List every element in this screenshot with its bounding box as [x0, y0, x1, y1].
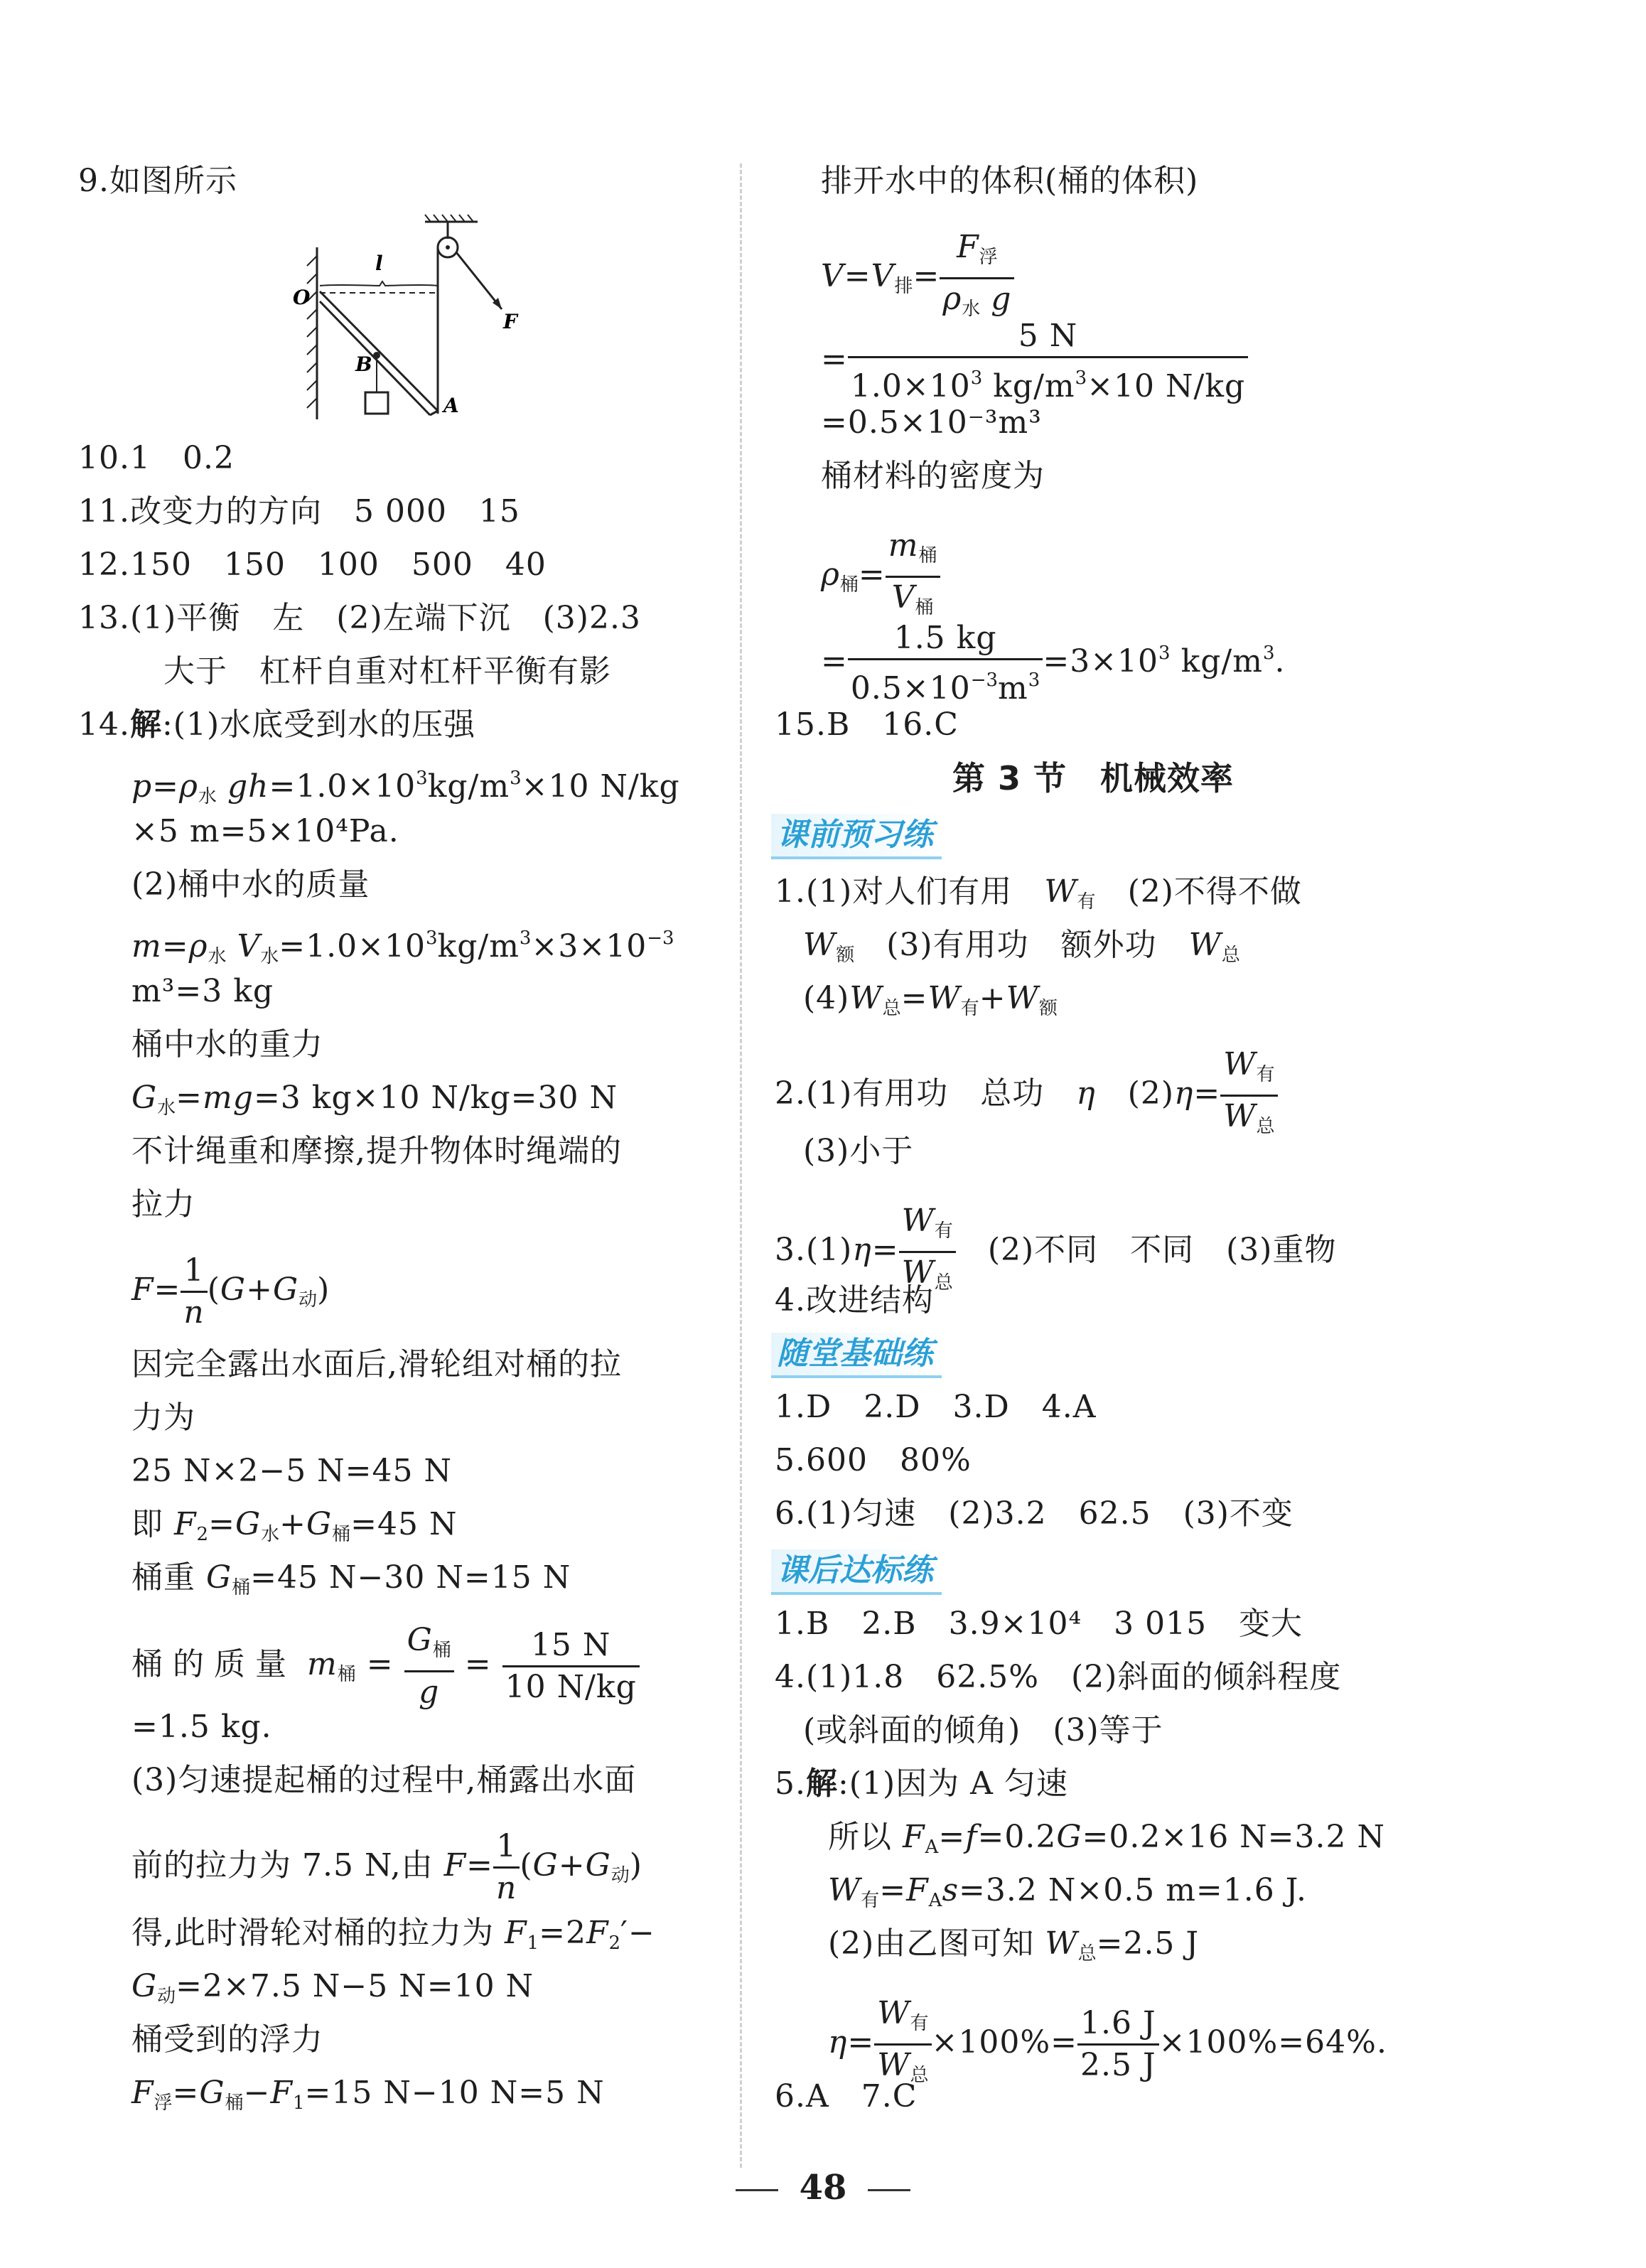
q14-text1: :(1)水底受到水的压强 — [161, 706, 476, 743]
r-volume-formula: $V=V_排=$ $\frac{F_浮}{\rho_水 g}$ — [821, 227, 1014, 329]
p1-text-a: 1.(1)对人们有用 — [775, 874, 1013, 910]
p3-text: (2)不同 不同 (3)重物 — [987, 1232, 1337, 1268]
p1-text-b: (2)不得不做 — [1127, 874, 1302, 910]
r-q15-16: 15.B 16.C — [775, 706, 959, 743]
r-volume-result: =0.5×10⁻³m³ — [821, 404, 1042, 441]
page-number-value: 48 — [799, 2168, 847, 2208]
h5-line1 — [775, 1763, 1068, 1805]
q9-text: 9.如图所示 — [78, 163, 237, 199]
category-after-class-practice: 课后达标练 — [771, 1549, 942, 1595]
q14-text10: 桶的质量 — [131, 1646, 296, 1682]
s5-text: 5.600 80% — [775, 1442, 972, 1478]
p2-line1: 2.(1)有用功 总功 η (2)η= $\frac{W_有}{W_总}$ — [775, 1045, 1278, 1146]
fig-label-f: F — [503, 310, 517, 333]
q13-line1: 13.(1)平衡 左 (2)左端下沉 (3)2.3 — [78, 600, 641, 636]
r-text1: 排开水中的体积(桶的体积) — [821, 163, 1199, 199]
q10-text: 10.1 0.2 — [78, 440, 235, 476]
category-in-class-basic-practice: 随堂基础练 — [771, 1333, 942, 1378]
page-number — [0, 2168, 1646, 2208]
q14-text15: 桶受到的浮力 — [131, 2021, 323, 2058]
r-density-calc: = $\frac{1.5 kg}{0.5\times 10^{-3}m^3}$ $=3\times 10^3$ $kg/m^3$. — [821, 620, 1286, 706]
q14-text5: 拉力 — [131, 1186, 195, 1222]
page-number-dash-right — [868, 2189, 910, 2191]
q14-text14: 得,此时滑轮对桶的拉力为 — [131, 1915, 494, 1951]
h5-text4: (2)由乙图可知 — [828, 1925, 1035, 1962]
h5-efficiency-formula: η= $\frac{W_有}{W_总}$ ×100%= $\frac{1.6 J}{2.5 J}$ ×100%=64%. — [828, 1995, 1387, 2086]
section-title: 第 3 节 机械效率 — [952, 759, 1234, 797]
p4-text: 4.改进结构 — [775, 1282, 934, 1318]
h5-work-formula: $W_有=F_As=3.2$ N×0.5 m=1.6 J. — [828, 1872, 1307, 1911]
q14-mass-result: m³=3 kg — [131, 973, 274, 1009]
h5-number: 5. — [775, 1766, 806, 1802]
fig-label-a: A — [443, 394, 459, 417]
q14-pressure-formula: $p=\rho_水$ $gh=1.0\times 10^3kg/m^3\times 10$ N/kg — [131, 768, 680, 807]
q14-text2: (2)桶中水的质量 — [131, 866, 370, 903]
category-pre-class-practice: 课前预习练 — [771, 814, 942, 859]
q14-force-formula: F= $\frac{1}{n}$ $(G+G_动)$ — [131, 1252, 330, 1331]
q14-f1-formula: 得,此时滑轮对桶的拉力为 $F_1=2F_2'-$ — [131, 1915, 655, 1954]
q14-number: 14. — [78, 706, 130, 743]
p1-text-c: (3)有用功 额外功 — [886, 927, 1157, 963]
q11-text: 11.改变力的方向 5 000 15 — [78, 493, 520, 530]
r-density-formula: $\rho_桶=$ $\frac{m_桶}{V_桶}$ — [821, 526, 940, 628]
q14-text12: (3)匀速提起桶的过程中,桶露出水面 — [131, 1762, 637, 1798]
q14-text3: 桶中水的重力 — [131, 1026, 323, 1063]
q14-pull-formula: 前的拉力为 7.5 N,由 F= $\frac{1}{n}$ $(G+G_动)$ — [131, 1828, 642, 1906]
q14-line1 — [78, 704, 475, 746]
h5-friction-formula: 所以 $F_A=f=0.2G=0.2\times 16$ N=3.2 N — [828, 1819, 1385, 1858]
q13-line2: 大于 杠杆自重对杠杆平衡有影 — [163, 653, 611, 689]
q14-f1-result: $G_动=2\times 7.5$ N−5 N=10 N — [131, 1968, 534, 2007]
q14-text6: 因完全露出水面后,滑轮组对桶的拉 — [131, 1346, 622, 1382]
lever-diagram — [291, 213, 547, 426]
h5-total-work: (2)由乙图可知 $W_总=2.5$ J — [828, 1925, 1200, 1965]
s1-text: 1.D 2.D 3.D 4.A — [775, 1389, 1097, 1425]
q14-jie: 解 — [129, 706, 162, 743]
q14-mass-formula: $m=\rho_水$ $V_水=1.0\times 10^3kg/m^3\times 3\times 10^{-3}$ — [131, 928, 674, 967]
h6-text: 6.A 7.C — [775, 2078, 918, 2114]
q14-text7: 力为 — [131, 1399, 195, 1436]
r-volume-calc: = $\frac{5 N}{1.0\times 10^3 kg/m^3\times 10 N/kg}$ — [821, 316, 1248, 407]
h4-line2: (或斜面的倾角) (3)等于 — [803, 1712, 1163, 1748]
q14-bucket-mass: 桶的质量 $m_桶$ = $\frac{G_桶}{g}$ = $\frac{15 N}{10 N/kg}$ — [131, 1621, 640, 1712]
q12-text: 12.150 150 100 500 40 — [78, 547, 547, 583]
q14-text8: 25 N×2−5 N=45 N — [131, 1453, 453, 1489]
h5-jie: 解 — [805, 1766, 838, 1802]
r-text3: 桶材料的密度为 — [821, 458, 1045, 494]
q14-text13: 前的拉力为 7.5 N,由 — [131, 1847, 434, 1883]
fig-label-b: B — [355, 353, 372, 376]
q14-f2-formula: 即 $F_2=G_水+G_桶=45$ N — [131, 1506, 458, 1545]
fig-label-o: O — [293, 286, 311, 309]
q14-text4: 不计绳重和摩擦,提升物体时绳端的 — [131, 1133, 622, 1169]
s6-text: 6.(1)匀速 (2)3.2 62.5 (3)不变 — [775, 1495, 1293, 1532]
p1-line1: 1.(1)对人们有用 $W_有$ (2)不得不做 — [775, 874, 1302, 913]
p1-line3: $(4)W_总=W_有+W_额$ — [803, 980, 1058, 1019]
page-number-dash-left — [736, 2189, 778, 2191]
p1-line2: $W_额$ (3)有用功 额外功 $W_总$ — [803, 927, 1240, 966]
h4-line1: 4.(1)1.8 62.5% (2)斜面的倾斜程度 — [775, 1659, 1342, 1695]
p3-line: 3.(1)η= $\frac{W_有}{W_总}$ (2)不同 不同 (3)重物 — [775, 1203, 1337, 1294]
h5-text2: 所以 — [828, 1819, 892, 1855]
h1-text: 1.B 2.B 3.9×10⁴ 3 015 变大 — [775, 1606, 1303, 1642]
q14-text9: 桶重 — [131, 1559, 195, 1596]
q14-buoyancy-formula: $F_浮=G_桶-F_1=15$ N−10 N=5 N — [131, 2075, 605, 2114]
fig-label-l: l — [375, 252, 383, 275]
h5-text1: :(1)因为 A 匀速 — [837, 1766, 1068, 1802]
q14-text11: =1.5 kg. — [131, 1709, 272, 1745]
q14-pressure-result: ×5 m=5×10⁴Pa. — [131, 813, 399, 849]
q14-gravity-formula: $G_水=mg=3$ kg×10 N/kg=30 N — [131, 1080, 618, 1119]
q14-bucket-weight: 桶重 $G_桶=45$ N−30 N=15 N — [131, 1559, 571, 1598]
p2-text-a: 2.(1)有用功 总功 — [775, 1075, 1045, 1112]
column-divider — [740, 163, 742, 2168]
p2-text-b: (3)小于 — [803, 1133, 914, 1169]
